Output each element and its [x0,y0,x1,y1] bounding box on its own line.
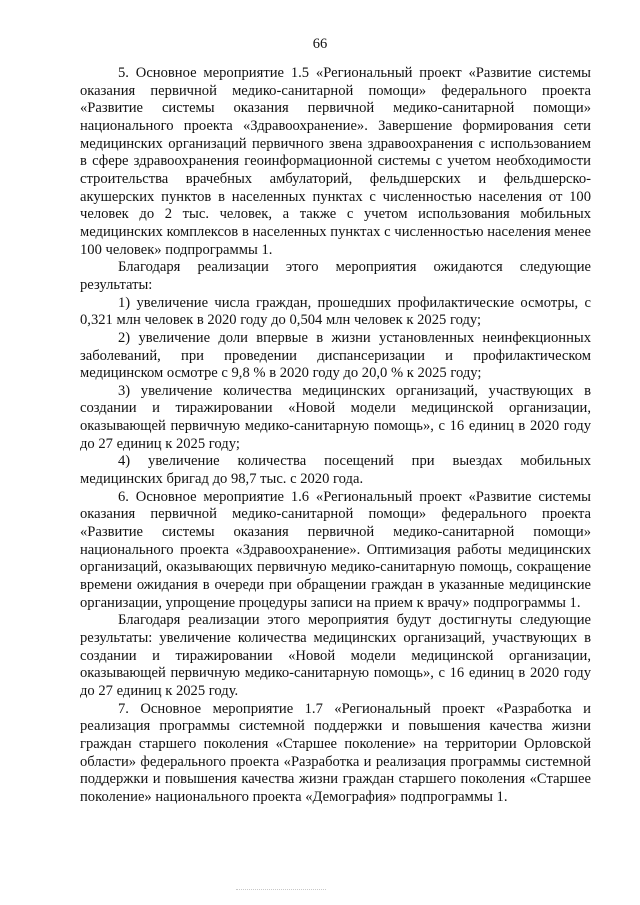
list-item-result-1: 1) увеличение числа граждан, прошедших профилактические осмотры, с 0,321 млн человек в 2020 году до 0,504 млн человек к 2025 году; [80,294,591,329]
document-body [80,65,591,807]
paragraph-expected-results-intro: Благодаря реализации этого мероприятия ожидаются следующие результаты: [80,259,591,293]
paragraph-measure-1-7: 7. Основное мероприятие 1.7 «Региональный проект «Разработка и реализация программы системной поддержки и повышения качества жизни граждан старшего поколения «Старшее поколение» на территории Орловской области» федерального проекта «Разработка и реализация программы системной поддержки и повышения качества жизни граждан старшего поколения «Старшее поколение» национального проекта «Демография» подпрограммы 1. [80,700,591,805]
list-item-result-3: 3) увеличение количества медицинских организаций, участвующих в создании и тиражировании «Новой модели медицинской организации, оказывающей первичную медико-санитарную помощь», с 16 единиц в 2020 году до 27 единиц к 2025 году; [80,382,591,452]
paragraph-measure-1-5: 5. Основное мероприятие 1.5 «Региональный проект «Развитие системы оказания первичной медико-санитарной помощи» федерального проекта «Развитие системы оказания первичной медико-санитарной помощи» национального проекта «Здравоохранение». Завершение формирования сети медицинских организаций первичного звена здравоохранения с использованием в сфере здравоохранения геоинформационной системы с учетом необходимости строительства врачебных амбулаторий, фельдшерских и фельдшерско-акушерских пунктов в населенных пунктах с численностью населения от 100 человек до 2 тыс. человек, а также с учетом использования мобильных медицинских комплексов в населенных пунктах с численностью населения менее 100 человек» подпрограммы 1. [80,65,591,258]
page-number: 66 [312,36,328,52]
list-item-result-4: 4) увеличение количества посещений при выездах мобильных медицинских бригад до 98,7 тыс. с 2020 года. [80,453,591,488]
paragraph-measure-1-6-results: Благодаря реализации этого мероприятия будут достигнуты следующие результаты: увеличение количества медицинских организаций, участвующих в создании и тиражировании «Новой модели медицинской организации, оказывающей первичную медико-санитарную помощь», с 16 единиц в 2020 году до 27 единиц к 2025 году. [80,612,591,699]
paragraph-measure-1-6: 6. Основное мероприятие 1.6 «Региональный проект «Развитие системы оказания первичной медико-санитарной помощи» федерального проекта «Развитие системы оказания первичной медико-санитарной помощи» национального проекта «Здравоохранение». Оптимизация работы медицинских организаций, оказывающих первичную медико-санитарную помощь, сокращение времени ожидания в очереди при обращении граждан в указанные медицинские организации, упрощение процедуры записи на прием к врачу» подпрограммы 1. [80,488,591,611]
scan-artifact-line [236,889,326,891]
list-item-result-2: 2) увеличение доли впервые в жизни установленных неинфекционных заболеваний, при проведении диспансеризации и профилактическом медицинском осмотре с 9,8 % в 2020 году до 20,0 % к 2025 году; [80,329,591,382]
